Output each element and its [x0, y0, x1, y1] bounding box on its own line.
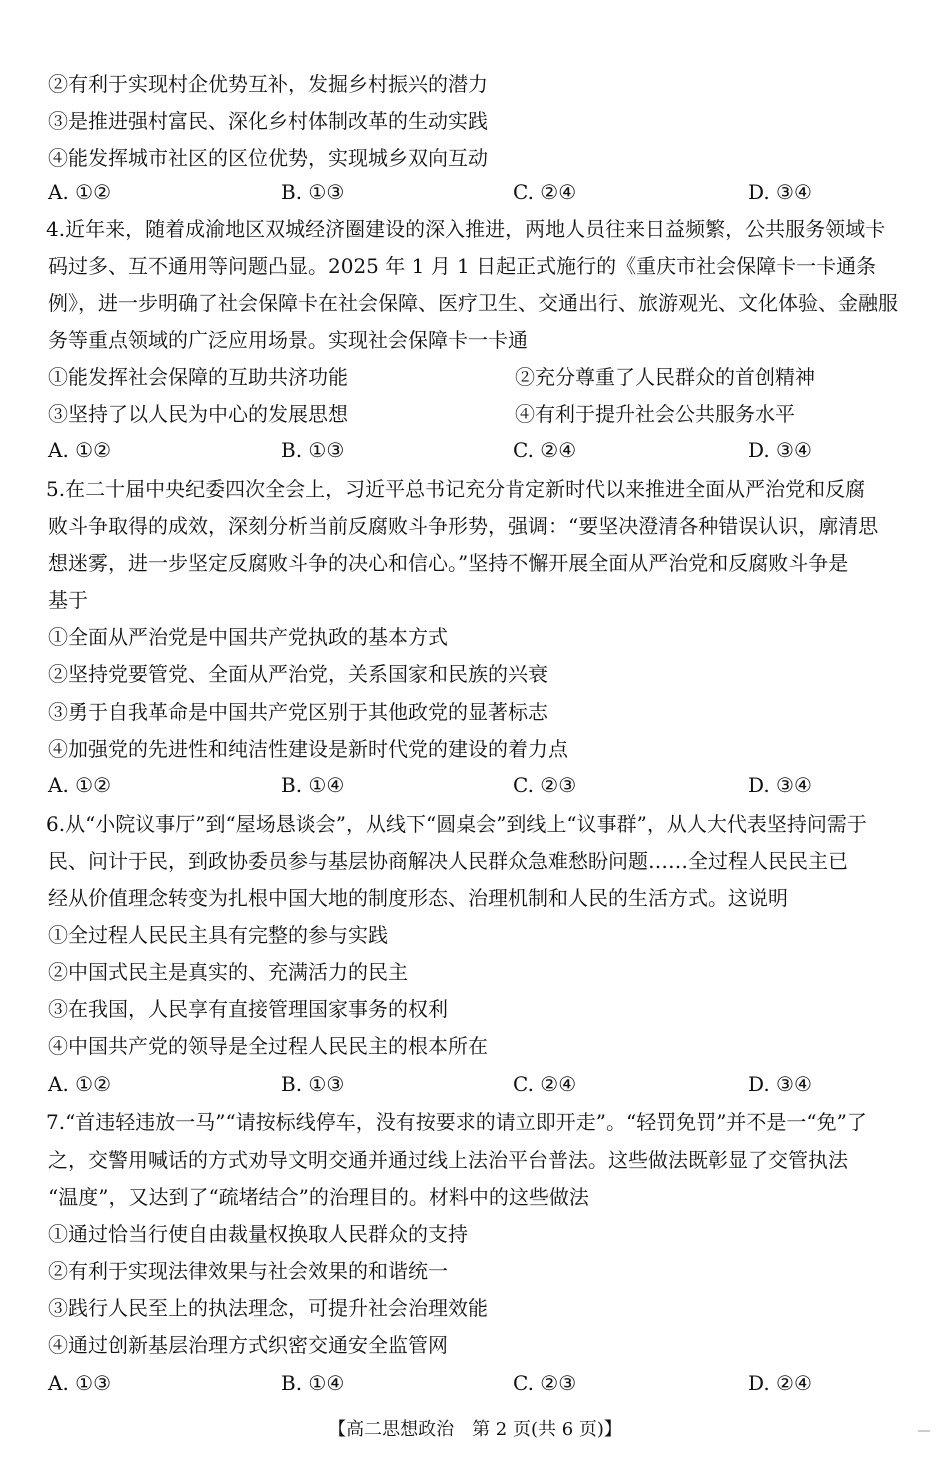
q5-stem-line-4: 基于: [48, 588, 88, 612]
q4-option-1: ①能发挥社会保障的互助共济功能: [48, 365, 348, 389]
q7-option-1: ①通过恰当行使自由裁量权换取人民群众的支持: [48, 1222, 468, 1246]
q6-option-3: ③在我国，人民享有直接管理国家事务的权利: [48, 997, 448, 1021]
q5-option-1: ①全面从严治党是中国共产党执政的基本方式: [48, 625, 448, 649]
q7-choice-a[interactable]: A. ①③: [48, 1371, 112, 1395]
q6-choice-c[interactable]: C. ②④: [513, 1072, 577, 1096]
q7-choice-c[interactable]: C. ②③: [513, 1371, 577, 1395]
q7-option-2: ②有利于实现法律效果与社会效果的和谐统一: [48, 1259, 448, 1283]
q6-stem-line-1: 6.从“小院议事厅”到“屋场恳谈会”，从线下“圆桌会”到线上“议事群”，从人大代表坚持问需于: [46, 812, 867, 836]
q3-choice-b[interactable]: B. ①③: [281, 180, 345, 204]
q4-option-2: ②充分尊重了人民群众的首创精神: [515, 365, 815, 389]
q3-choice-a[interactable]: A. ①②: [48, 180, 112, 204]
q7-option-3: ③践行人民至上的执法理念，可提升社会治理效能: [48, 1296, 488, 1320]
page-footer: 【高二思想政治 第 2 页(共 6 页)】: [328, 1419, 622, 1440]
q5-option-2: ②坚持党要管党、全面从严治党，关系国家和民族的兴衰: [48, 662, 548, 686]
q6-choices: [48, 1072, 928, 1096]
q5-choices: [48, 773, 928, 797]
q4-option-4: ④有利于提升社会公共服务水平: [515, 402, 795, 426]
q6-option-2: ②中国式民主是真实的、充满活力的民主: [48, 960, 408, 984]
q5-choice-d[interactable]: D. ③④: [748, 773, 812, 797]
q6-stem-line-2: 民、问计于民，到政协委员参与基层协商解决人民群众急难愁盼问题……全过程人民民主已: [48, 849, 848, 873]
q3-option-4: ④能发挥城市社区的区位优势，实现城乡双向互动: [48, 146, 488, 170]
q4-option-3: ③坚持了以人民为中心的发展思想: [48, 402, 348, 426]
q7-option-4: ④通过创新基层治理方式织密交通安全监管网: [48, 1333, 448, 1357]
q4-choice-a[interactable]: A. ①②: [48, 438, 112, 462]
q3-choice-d[interactable]: D. ③④: [748, 180, 812, 204]
q4-choice-c[interactable]: C. ②④: [513, 438, 577, 462]
q3-choices: [48, 180, 928, 204]
q6-choice-d[interactable]: D. ③④: [748, 1072, 812, 1096]
q6-option-1: ①全过程人民民主具有完整的参与实践: [48, 923, 388, 947]
q5-stem-line-1: 5.在二十届中央纪委四次全会上，习近平总书记充分肯定新时代以来推进全面从严治党和反腐: [46, 477, 866, 501]
q7-choice-b[interactable]: B. ①④: [281, 1371, 345, 1395]
q7-stem-line-3: “温度”，又达到了“疏堵结合”的治理目的。材料中的这些做法: [48, 1185, 589, 1209]
q6-choice-a[interactable]: A. ①②: [48, 1072, 112, 1096]
q5-stem-line-3: 想迷雾，进一步坚定反腐败斗争的决心和信心。”坚持不懈开展全面从严治党和反腐败斗争是: [48, 551, 849, 575]
q4-choice-b[interactable]: B. ①③: [281, 438, 345, 462]
q3-choice-c[interactable]: C. ②④: [513, 180, 577, 204]
q5-choice-c[interactable]: C. ②③: [513, 773, 577, 797]
q7-choice-d[interactable]: D. ②④: [748, 1371, 812, 1395]
q4-stem-line-2: 码过多、互不通用等问题凸显。2025 年 1 月 1 日起正式施行的《重庆市社会保障卡一卡通条: [48, 254, 877, 278]
q5-choice-a[interactable]: A. ①②: [48, 773, 112, 797]
q7-stem-line-1: 7.“首违轻违放一马”“请按标线停车，没有按要求的请立即开走”。“轻罚免罚”并不是一“免”了: [46, 1110, 867, 1134]
q7-stem-line-2: 之，交警用喊话的方式劝导文明交通并通过线上法治平台普法。这些做法既彰显了交管执法: [48, 1148, 848, 1172]
q4-choices: [48, 438, 928, 462]
q5-option-4: ④加强党的先进性和纯洁性建设是新时代党的建设的着力点: [48, 737, 568, 761]
q4-choice-d[interactable]: D. ③④: [748, 438, 812, 462]
q6-choice-b[interactable]: B. ①③: [281, 1072, 345, 1096]
q5-stem-line-2: 败斗争取得的成效，深刻分析当前反腐败斗争形势，强调：“要坚决澄清各种错误认识，廓清思: [48, 514, 879, 538]
q4-options-row-1: [48, 365, 928, 389]
q7-choices: [48, 1371, 928, 1395]
q3-option-3: ③是推进强村富民、深化乡村体制改革的生动实践: [48, 109, 488, 133]
q4-stem-line-1: 4.近年来，随着成渝地区双城经济圈建设的深入推进，两地人员往来日益频繁，公共服务领域卡: [46, 217, 886, 241]
q6-option-4: ④中国共产党的领导是全过程人民民主的根本所在: [48, 1034, 488, 1058]
edge-mark: [918, 1430, 930, 1432]
q4-stem-line-4: 务等重点领域的广泛应用场景。实现社会保障卡一卡通: [48, 328, 528, 352]
q5-option-3: ③勇于自我革命是中国共产党区别于其他政党的显著标志: [48, 700, 548, 724]
q4-options-row-2: [48, 402, 928, 426]
q5-choice-b[interactable]: B. ①④: [281, 773, 345, 797]
q6-stem-line-3: 经从价值理念转变为扎根中国大地的制度形态、治理机制和人民的生活方式。这说明: [48, 886, 788, 910]
q3-option-2: ②有利于实现村企优势互补，发掘乡村振兴的潜力: [48, 72, 488, 96]
q4-stem-line-3: 例》，进一步明确了社会保障卡在社会保障、医疗卫生、交通出行、旅游观光、文化体验、金融服: [48, 291, 898, 315]
